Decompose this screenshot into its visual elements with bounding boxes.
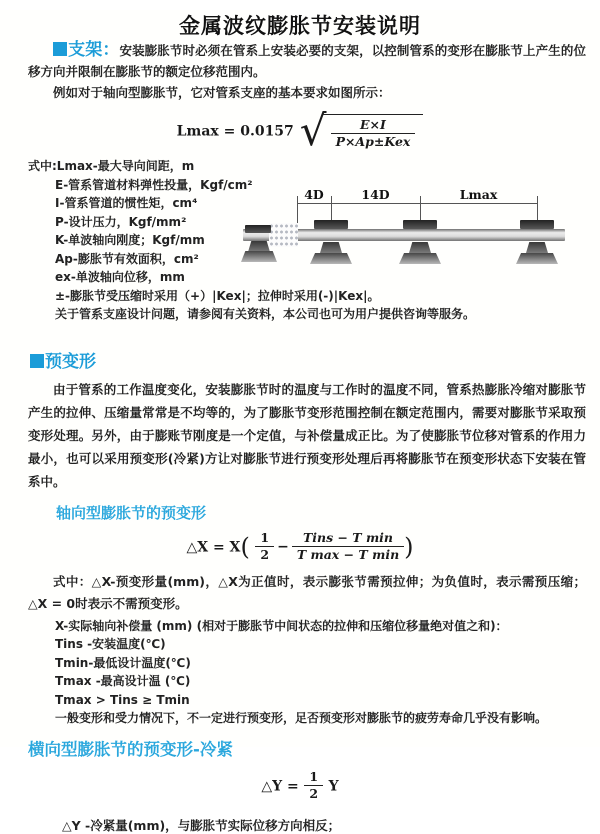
predeform-paragraph: 由于管系的工作温度变化，安装膨胀节时的温度与工作时的温度不同，管系热膨胀冷缩对膨胀节产生的拉伸、压缩量常常是不均等的，为了膨胀节变形范围控制在额定范围内，需要对膨胀节采取预变形处理。另外，由于膨账节刚度是一个定值，与补偿量成正比。为了使膨胀节位移对管系的作用力最小，也可以采用预变形(冷紧)方让对膨胀节进行预变形处理后再将膨胀节在预变形状态下安装在管系中。 [28, 382, 586, 489]
axial-subsection-heading: 轴向型膨胀节的预变形 [56, 504, 207, 522]
lmax-formula-numerator: E×I [360, 117, 386, 132]
lmax-formula-denominator: P×Ap±Kex [331, 133, 416, 149]
axial-formula [0, 531, 600, 563]
dimension-label-lmax: Lmax [459, 187, 498, 202]
half-fraction [255, 531, 274, 563]
definition-line: 式中:Lmax-最大导向间距，m [28, 159, 195, 173]
pipe-support [402, 220, 438, 266]
definition-line: Ap-膨胀节有效面积，cm² [55, 251, 199, 266]
lateral-subsection-heading: 横向型膨胀节的预变形-冷紧 [28, 739, 233, 759]
support-section-heading: 支架： [68, 40, 120, 60]
axial-formula-lhs: △X = X [186, 539, 241, 556]
axial-item: Tmax > Tins ≥ Tmin [55, 692, 190, 707]
predeform-section-heading-row [30, 347, 600, 372]
lateral-formula-lhs: △Y = [261, 778, 299, 795]
half-numerator: 1 [260, 530, 270, 545]
document-page [0, 10, 600, 833]
section-square-icon [30, 354, 44, 368]
temperature-fraction [292, 531, 404, 563]
axial-item: Tmin-最低设计温度(℃) [55, 655, 191, 670]
page-title: 金属波纹膨胀节安装说明 [179, 14, 421, 38]
pipe-anchor-support [241, 220, 277, 266]
lateral-formula-rhs: Y [328, 778, 339, 795]
support-clamp [245, 225, 271, 233]
axial-item: 一般变形和受力情况下，不一定进行预变形，足否预变形对膨胀节的疲劳寿命几乎没有影响。 [55, 711, 548, 726]
definition-line: K-单波轴向刚度；Kgf/mm [55, 233, 205, 247]
half-fraction [304, 770, 323, 802]
close-paren: ) [404, 532, 414, 561]
support-base [241, 251, 277, 262]
axial-items-block [55, 617, 586, 728]
definition-line: P-设计压力，Kgf/mm² [55, 214, 187, 229]
open-paren: ( [240, 532, 250, 561]
axial-explanation-paragraph: 式中：△X-预变形量(mm)，△X为正值时，表示膨张节需预拉伸；为负值时，表示需预压缩；△X = 0时表示不需预变形。 [28, 573, 586, 611]
definition-line: E-管系管道材料弹性投量，Kgf/cm² [55, 177, 253, 192]
support-pedestal [248, 241, 270, 252]
support-base [310, 253, 352, 264]
axial-item: Tmax -最高设计温 (℃) [55, 674, 191, 689]
axial-item: Tins -安装温度(℃) [55, 637, 166, 652]
support-pedestal [320, 242, 342, 253]
section-square-icon [53, 42, 67, 56]
minus-operator: − [277, 538, 289, 555]
definition-line: ex-单波轴向位移，mm [55, 270, 185, 284]
dimension-label-14d: 14D [361, 187, 390, 202]
predeform-section-heading: 预变形 [45, 352, 96, 372]
pipe-support [313, 220, 349, 266]
dimension-label-4d: 4D [304, 187, 324, 202]
sqrt-group [299, 106, 424, 155]
definition-line: ±-膨胀节受压缩时采用（+）|Kex|；拉伸时采用(-)|Kex|。 [55, 288, 380, 303]
temperature-numerator: Tins − T min [302, 530, 394, 545]
support-clamp [314, 220, 348, 229]
definition-line: 关于管系支座设计问题，请参阅有关资料，本公司也可为用户提供咨询等服务。 [55, 307, 476, 321]
radical-sign-icon: √ [299, 106, 327, 155]
dimension-tick [537, 196, 538, 223]
half-denominator: 2 [255, 546, 274, 562]
half-denominator: 2 [304, 785, 323, 801]
lateral-formula [0, 770, 600, 802]
support-paragraph-text: 安装膨胀节时必须在管系上安装必要的支架，以控制管系的变形在膨胀节上产生的位移方向并限制在膨胀节的额定位移范围内。 [28, 43, 586, 79]
dimension-line [297, 203, 537, 204]
axial-item: X-实际轴向补偿量 (mm) (相对于膨胀节中间状态的拉伸和压缩位移量绝对值之和)： [55, 618, 508, 633]
lateral-note: △Y -冷紧量(mm)，与膨胀节实际位移方向相反； [62, 817, 341, 833]
definitions-block [28, 157, 586, 337]
support-paragraph [28, 40, 586, 82]
example-paragraph: 例如对于轴向型膨胀节，它对管系支座的基本要求如图所示： [53, 85, 391, 100]
support-clamp [403, 220, 437, 229]
support-base [516, 253, 558, 264]
support-base [399, 253, 441, 264]
definition-line: I-管系管道的惯性矩，cm⁴ [55, 196, 198, 210]
support-pedestal [526, 242, 548, 253]
half-numerator: 1 [309, 768, 319, 784]
pipe-support-diagram [243, 189, 593, 281]
temperature-denominator: T max − T min [292, 546, 404, 562]
lmax-formula-lhs: Lmax = 0.0157 [176, 123, 294, 140]
support-clamp [520, 220, 554, 229]
pipe-support [519, 220, 555, 266]
support-pedestal [409, 242, 431, 253]
lmax-formula [0, 106, 600, 155]
